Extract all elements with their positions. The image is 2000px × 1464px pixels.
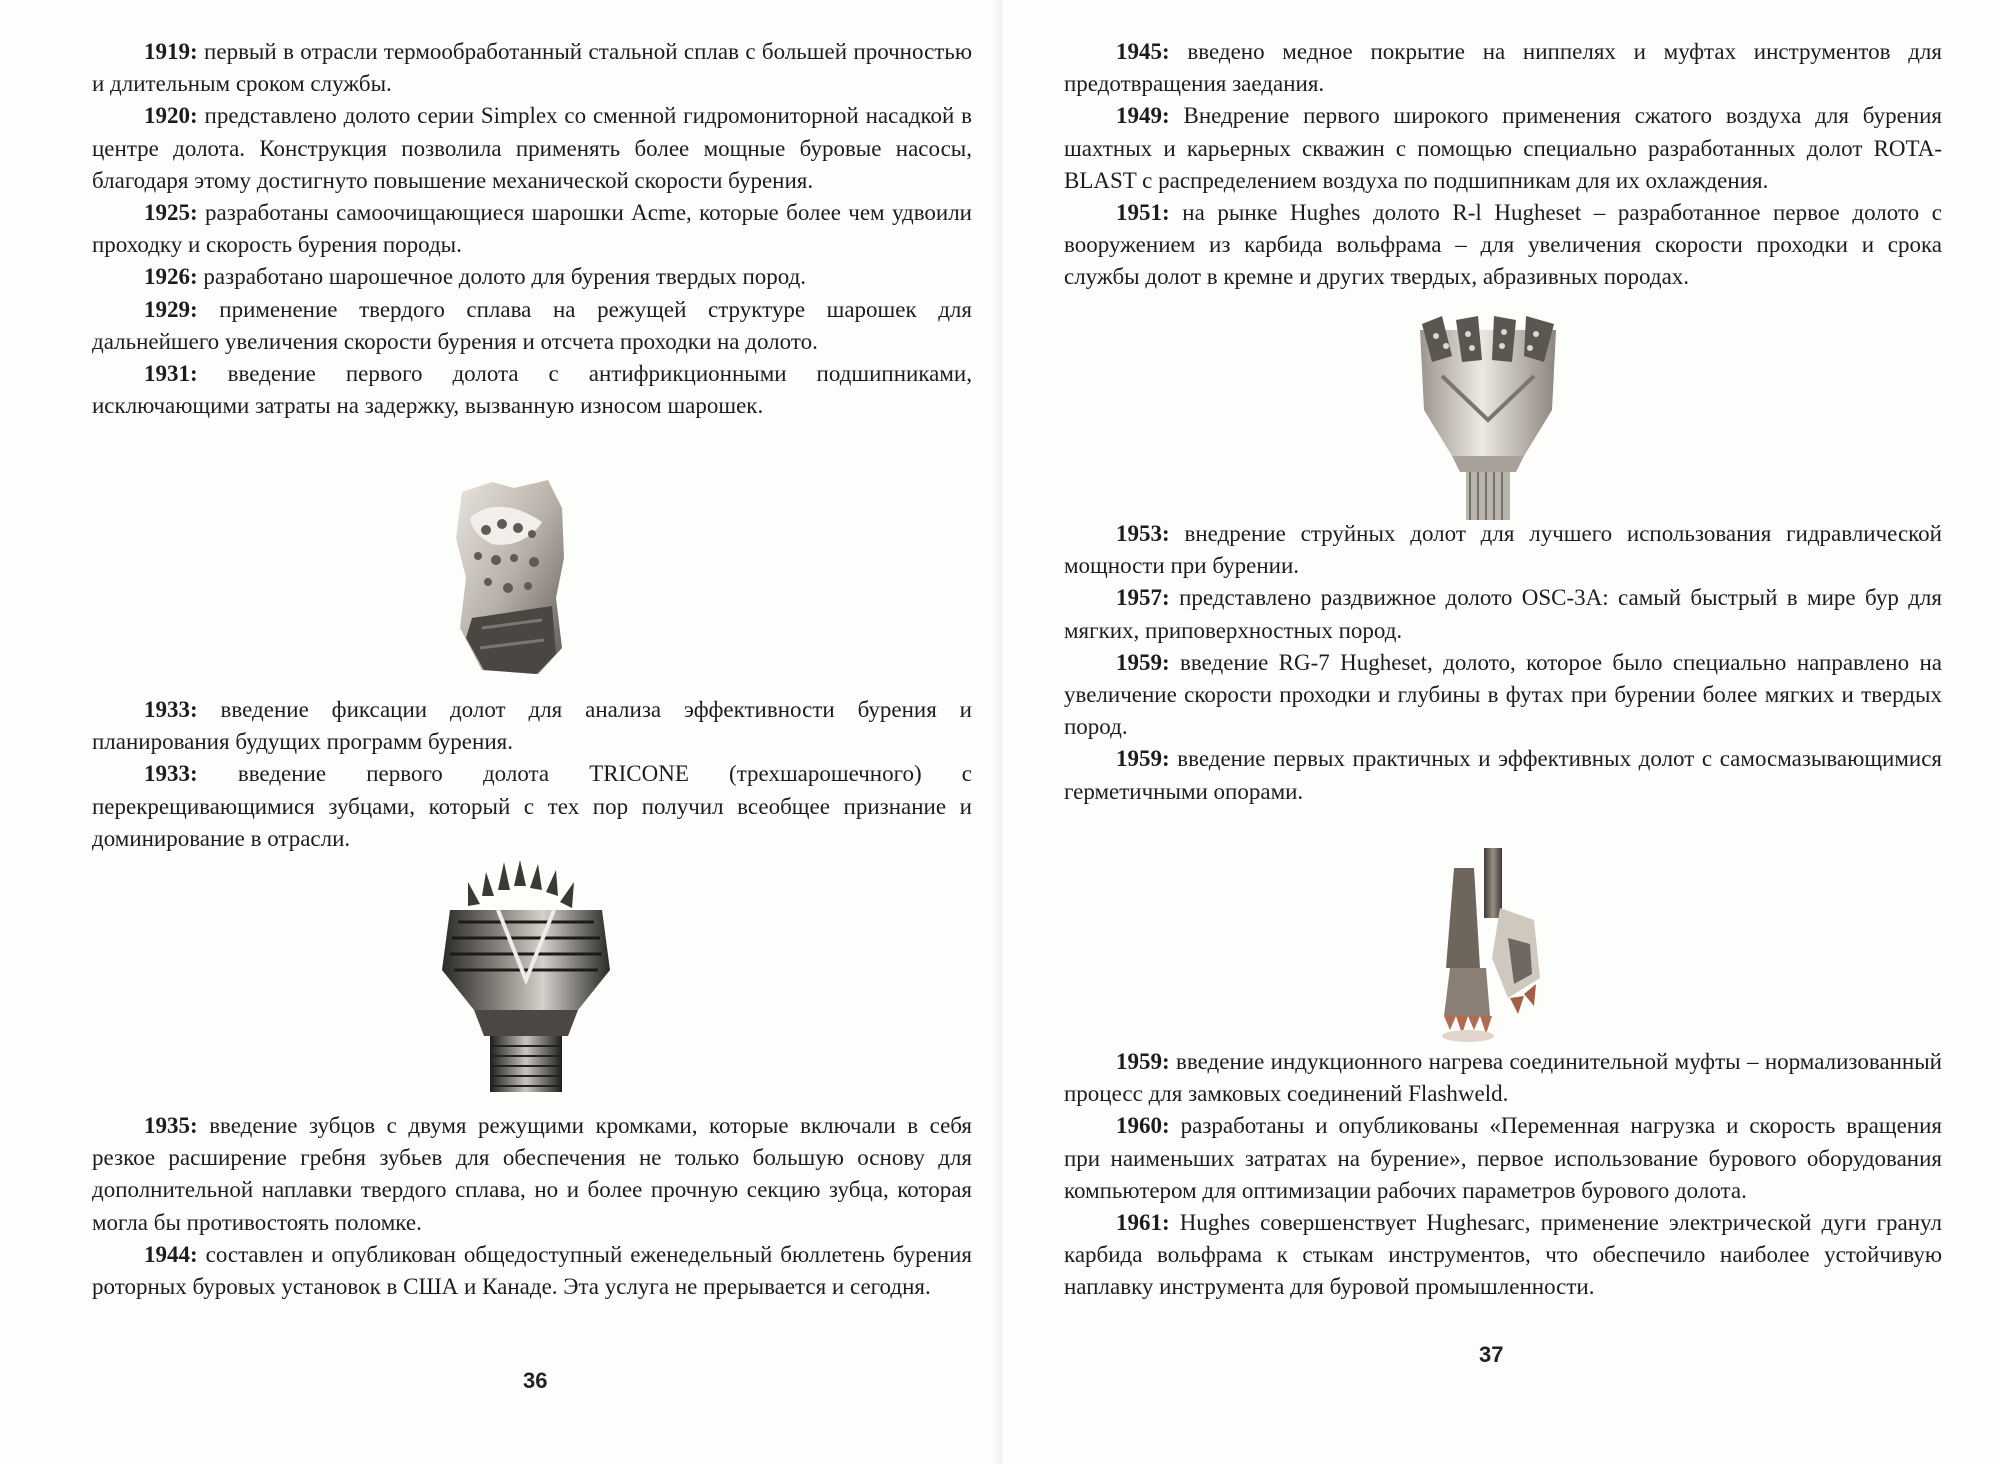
timeline-entry	[92, 1239, 972, 1303]
entry-text: введение первого долота с антифрикционными подшипниками, исключающими затраты на задержку, вызванную износом шарошек.	[92, 361, 972, 419]
entry-year: 1953:	[1116, 521, 1170, 546]
entry-text: введение первых практичных и эффективных долот с самосмазывающимися герметичными опорами.	[1064, 746, 1942, 804]
right-entries-top	[1064, 36, 1942, 294]
right-entries-middle	[1064, 518, 1942, 808]
tungsten-carbide-bit-photo	[1412, 316, 1564, 522]
entry-text: разработано шарошечное долото для бурения твердых пород.	[197, 264, 807, 290]
tricone-bit-photo	[428, 860, 624, 1096]
right-page	[1002, 0, 2000, 1464]
timeline-entry	[1064, 36, 1942, 100]
entry-text: введение индукционного нагрева соединительной муфты – нормализованный процесс для замковых соединений Flashweld.	[1064, 1049, 1942, 1107]
timeline-entry	[92, 36, 972, 100]
entry-text: введение зубцов с двумя режущими кромками, которые включали в себя резкое расширение гребня зубьев для обеспечения не только большую основу для дополнительной наплавки твердого сплава, но и более прочную секцию зубца, которая могла бы противостоять поломке.	[92, 1113, 972, 1235]
entry-year: 1935:	[144, 1113, 198, 1138]
page-number-right: 37	[1479, 1342, 1504, 1367]
timeline-entry	[1064, 743, 1942, 807]
entry-text: представлено долото серии Simplex со сменной гидромониторной насадкой в центре долота. Конструкция позволила применять более мощные буровые насосы, благодаря этому достигнуто повышение механической скорости бурения.	[92, 103, 972, 193]
entry-text: разработаны и опубликованы «Переменная нагрузка и скорость вращения при наименьших затратах на бурение», первое использование бурового оборудования компьютером для оптимизации рабочих параметров бурового долота.	[1064, 1113, 1942, 1203]
timeline-entry	[92, 100, 972, 197]
timeline-entry	[92, 758, 972, 855]
entry-year: 1957:	[1116, 585, 1170, 611]
entry-year: 1944:	[144, 1241, 198, 1267]
entry-year: 1959:	[1116, 649, 1170, 675]
expandable-bit-photo	[1430, 848, 1552, 1046]
entry-year: 1933:	[144, 761, 198, 787]
entry-year: 1920:	[144, 103, 198, 129]
entry-year: 1959:	[1116, 1049, 1170, 1074]
entry-year: 1926:	[144, 264, 198, 290]
entry-text: Внедрение первого широкого применения сжатого воздуха для бурения шахтных и карьерных скважин с помощью специально разработанных долот ROTA-BLAST с распределением воздуха по подшипникам для их охлаждения.	[1064, 103, 1942, 193]
entry-text: Hughes совершенствует Hughesarc, применение электрической дуги гранул карбида вольфрама к стыкам инструментов, что обеспечило наиболее устойчивую наплавку инструмента для буровой промышленности.	[1064, 1210, 1942, 1300]
entry-year: 1933:	[144, 697, 198, 722]
timeline-entry	[1064, 197, 1942, 294]
entry-text: введение фиксации долот для анализа эффективности бурения и планирования будущих программ бурения.	[92, 697, 972, 755]
entry-text: на рынке Hughes долото R-l Hugheset – разработанное первое долото с вооружением из карбида вольфрама – для увеличения скорости проходки и срока службы долот в кремне и других твердых, абразивных породах.	[1064, 200, 1942, 290]
entry-text: применение твердого сплава на режущей структуре шарошек для дальнейшего увеличения скорости бурения и отсчета проходки на долото.	[92, 296, 972, 354]
entry-year: 1960:	[1116, 1113, 1170, 1139]
timeline-entry	[1064, 1110, 1942, 1207]
timeline-entry	[1064, 1046, 1942, 1110]
entry-text: введено медное покрытие на ниппелях и муфтах инструментов для предотвращения заедания.	[1064, 39, 1942, 97]
entry-text: составлен и опубликован общедоступный еженедельный бюллетень бурения роторных буровых установок в США и Канаде. Эта услуга не прерывается и сегодня.	[92, 1241, 972, 1300]
entry-text: внедрение струйных долот для лучшего использования гидравлической мощности при бурении.	[1064, 521, 1942, 579]
timeline-entry	[1064, 582, 1942, 646]
timeline-entry	[1064, 1207, 1942, 1304]
entry-text: введение первого долота TRICONE (трехшарошечного) с перекрещивающимися зубцами, который с тех пор получил всеобщее признание и доминирование в отрасли.	[92, 761, 972, 851]
right-entries-bottom	[1064, 1046, 1942, 1304]
left-entries-bottom	[92, 1110, 972, 1303]
entry-text: введение RG-7 Hugheset, долото, которое было специально направлено на увеличение скорости проходки и глубины в футах при бурении более мягких и твердых пород.	[1064, 649, 1942, 740]
timeline-entry	[1064, 518, 1942, 582]
timeline-entry	[1064, 100, 1942, 197]
timeline-entry	[92, 197, 972, 261]
entry-year: 1949:	[1116, 103, 1170, 129]
entry-text: разработаны самоочищающиеся шарошки Acme, которые более чем удвоили проходку и скорость бурения породы.	[92, 200, 972, 258]
timeline-entry	[92, 1110, 972, 1239]
timeline-entry	[92, 358, 972, 422]
left-entries-top	[92, 36, 972, 422]
entry-year: 1961:	[1116, 1210, 1170, 1236]
entry-year: 1929:	[144, 296, 198, 322]
entry-year: 1919:	[144, 39, 198, 64]
entry-year: 1959:	[1116, 746, 1170, 772]
entry-year: 1951:	[1116, 200, 1170, 226]
timeline-entry	[1064, 647, 1942, 744]
entry-year: 1925:	[144, 200, 198, 226]
timeline-entry	[92, 694, 972, 758]
timeline-entry	[92, 294, 972, 358]
entry-text: представлено раздвижное долото OSC-3A: самый быстрый в мире бур для мягких, приповерхностных пород.	[1064, 585, 1942, 643]
timeline-entry	[92, 261, 972, 293]
entry-year: 1931:	[144, 361, 198, 387]
left-entries-middle	[92, 694, 972, 855]
entry-year: 1945:	[1116, 39, 1170, 64]
entry-text: первый в отрасли термообработанный стальной сплав с большей прочностью и длительным сроком службы.	[92, 39, 972, 97]
page-number-left: 36	[523, 1368, 548, 1393]
cone-bit-photo	[452, 478, 570, 678]
